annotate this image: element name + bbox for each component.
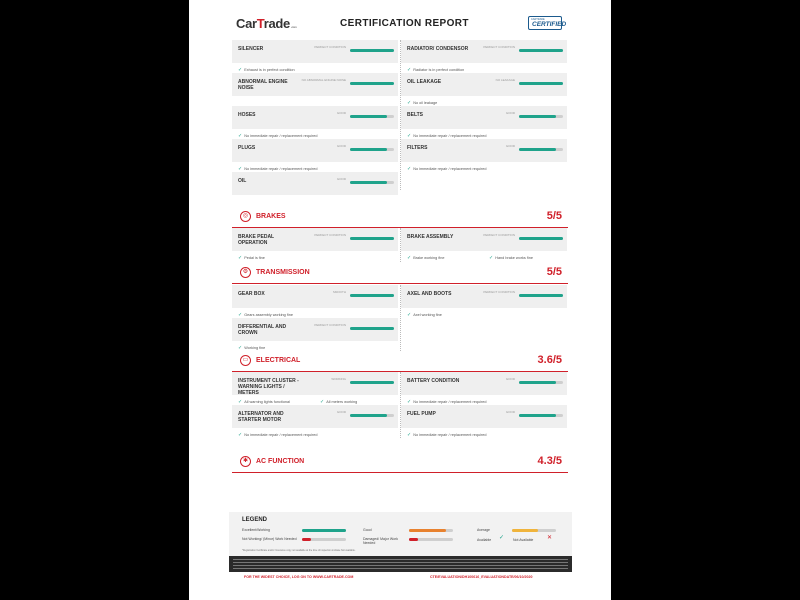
inspection-item bbox=[401, 405, 567, 428]
legend-title: LEGEND bbox=[242, 517, 268, 523]
condition-bar bbox=[350, 115, 394, 118]
item-status: GOOD bbox=[505, 111, 515, 115]
check-icon: ✓ bbox=[407, 432, 412, 438]
condition-bar bbox=[519, 414, 563, 417]
comment-text: Axel working fine bbox=[413, 313, 442, 317]
item-status: PERFECT CONDITION bbox=[483, 233, 515, 237]
condition-bar-fill bbox=[350, 49, 394, 52]
section-title: AC FUNCTION bbox=[256, 458, 305, 465]
condition-bar-fill bbox=[350, 115, 387, 118]
comment-text: No immediate repair / replacement required bbox=[413, 433, 487, 437]
condition-bar-fill bbox=[350, 414, 387, 417]
item-name: AXEL AND BOOTS bbox=[407, 291, 452, 297]
badge-main-text: CERTIFIED bbox=[532, 21, 567, 28]
item-name: FUEL PUMP bbox=[407, 411, 436, 417]
certified-badge bbox=[528, 16, 567, 30]
condition-bar bbox=[350, 237, 394, 240]
item-status: NO LEAKAGE bbox=[495, 78, 515, 82]
condition-bar bbox=[350, 294, 394, 297]
legend-bar-fill bbox=[302, 538, 311, 541]
logo-text-t: T bbox=[256, 16, 264, 31]
check-icon: ✓ bbox=[407, 133, 412, 139]
condition-bar bbox=[350, 181, 394, 184]
comment-text: No immediate repair / replacement required bbox=[244, 433, 318, 437]
comment-text: No oil leakage bbox=[413, 101, 438, 105]
gearbox-icon: ⚙ bbox=[240, 267, 251, 278]
condition-bar-fill bbox=[350, 148, 387, 151]
item-comment bbox=[238, 255, 265, 261]
column-divider bbox=[400, 40, 401, 190]
comment-text: Gears assembly working fine bbox=[244, 313, 293, 317]
check-icon: ✓ bbox=[489, 255, 494, 261]
comment-text: No immediate repair / replacement required bbox=[413, 134, 487, 138]
check-icon: ✓ bbox=[407, 67, 412, 73]
inspection-item bbox=[401, 73, 567, 96]
item-name: OIL LEAKAGE bbox=[407, 79, 442, 85]
item-status: GOOD bbox=[336, 111, 346, 115]
footer-link-text: FOR THE WIDEST CHOICE, LOG ON TO WWW.CARTRADE.COM bbox=[244, 575, 354, 579]
item-comment bbox=[489, 255, 533, 261]
check-icon: ✓ bbox=[407, 100, 412, 106]
item-status: PERFECT CONDITION bbox=[314, 233, 346, 237]
legend-bar-fill bbox=[409, 529, 446, 532]
check-icon: ✓ bbox=[238, 345, 243, 351]
inspection-item bbox=[401, 139, 567, 162]
item-status: NO ABNORMAL ENGINE NOISE bbox=[301, 78, 346, 82]
item-name: RADIATOR/ CONDENSOR bbox=[407, 46, 469, 52]
section-title: TRANSMISSION bbox=[256, 269, 310, 276]
item-status: GOOD bbox=[336, 144, 346, 148]
check-icon: ✓ bbox=[407, 166, 412, 172]
legend-bar bbox=[409, 538, 453, 541]
item-name: GEAR BOX bbox=[238, 291, 265, 297]
condition-bar-fill bbox=[519, 294, 563, 297]
check-icon: ✓ bbox=[238, 67, 243, 73]
check-icon: ✓ bbox=[238, 432, 243, 438]
condition-bar bbox=[350, 327, 394, 330]
item-name: ALTERNATOR AND STARTER MOTOR bbox=[238, 411, 284, 423]
inspection-item bbox=[401, 40, 567, 63]
condition-bar-fill bbox=[519, 49, 563, 52]
item-name: OIL bbox=[238, 178, 247, 184]
comment-text: Working fine bbox=[244, 346, 266, 350]
ac-fan-icon: ✱ bbox=[240, 456, 251, 467]
comment-text: All meters working bbox=[326, 400, 358, 404]
check-icon: ✓ bbox=[238, 399, 243, 405]
page-title: CERTIFICATION REPORT bbox=[340, 18, 469, 29]
legend-bar bbox=[409, 529, 453, 532]
section-title: BRAKES bbox=[256, 213, 286, 220]
disclaimer-block bbox=[229, 556, 572, 572]
legend-label: Not Working/ (Minor) Work Needed bbox=[242, 537, 297, 541]
item-name: BATTERY CONDITION bbox=[407, 378, 460, 384]
item-name: ABNORMAL ENGINE NOISE bbox=[238, 79, 288, 91]
inspection-item bbox=[232, 172, 398, 195]
legend-not-available-label: Not Available bbox=[513, 538, 534, 542]
item-status: GOOD bbox=[336, 410, 346, 414]
item-status: PERFECT CONDITION bbox=[314, 323, 346, 327]
inspection-item bbox=[232, 405, 398, 428]
item-status: GOOD bbox=[505, 377, 515, 381]
section-score: 5/5 bbox=[546, 210, 562, 222]
check-icon: ✓ bbox=[499, 535, 505, 541]
cross-icon: ✕ bbox=[547, 535, 553, 541]
legend-label: Average bbox=[477, 528, 490, 532]
legend-bar bbox=[302, 529, 346, 532]
check-icon: ✓ bbox=[238, 166, 243, 172]
condition-bar bbox=[519, 49, 563, 52]
comment-text: No immediate repair / replacement required bbox=[413, 400, 487, 404]
item-comment bbox=[407, 255, 444, 261]
condition-bar bbox=[519, 115, 563, 118]
battery-icon: ▭ bbox=[240, 355, 251, 366]
section-transmission bbox=[232, 264, 568, 284]
comment-text: No immediate repair / replacement required bbox=[413, 167, 487, 171]
badge-top-text: CARTRADE bbox=[531, 18, 545, 21]
section-ac-function bbox=[232, 453, 568, 473]
legend-label: Excellent/Working bbox=[242, 528, 270, 532]
condition-bar bbox=[350, 414, 394, 417]
logo-text: Car bbox=[236, 16, 257, 31]
item-status: GOOD bbox=[505, 410, 515, 414]
condition-bar-fill bbox=[350, 181, 387, 184]
item-name: FILTERS bbox=[407, 145, 428, 151]
legend-bar-fill bbox=[302, 529, 346, 532]
comment-text: All warning lights functional bbox=[244, 400, 291, 404]
column-divider bbox=[400, 228, 401, 262]
item-comment bbox=[238, 345, 265, 351]
condition-bar-fill bbox=[519, 381, 556, 384]
column-divider bbox=[400, 372, 401, 438]
legend-label: Good bbox=[363, 528, 372, 532]
check-icon: ✓ bbox=[238, 255, 243, 261]
item-status: PERFECT CONDITION bbox=[483, 290, 515, 294]
condition-bar bbox=[519, 237, 563, 240]
item-name: PLUGS bbox=[238, 145, 256, 151]
column-divider bbox=[400, 285, 401, 351]
item-name: HOSES bbox=[238, 112, 256, 118]
legend-bar-fill bbox=[512, 529, 538, 532]
item-name: BELTS bbox=[407, 112, 424, 118]
condition-bar-fill bbox=[519, 237, 563, 240]
section-electrical bbox=[232, 352, 568, 372]
legend-bar bbox=[302, 538, 346, 541]
legend-available-label: Available bbox=[477, 538, 492, 542]
logo-suffix: .com bbox=[290, 25, 297, 29]
comment-text: No immediate repair / replacement required bbox=[244, 134, 318, 138]
item-comment bbox=[407, 432, 486, 438]
check-icon: ✓ bbox=[407, 255, 412, 261]
condition-bar bbox=[519, 381, 563, 384]
comment-text: Radiator is in perfect condition bbox=[413, 68, 465, 72]
inspection-item bbox=[232, 73, 398, 96]
item-comment bbox=[407, 312, 442, 318]
section-score: 4.3/5 bbox=[537, 455, 562, 467]
condition-bar-fill bbox=[519, 414, 556, 417]
comment-text: Exhaust is in perfect condition bbox=[244, 68, 295, 72]
legend-note: *Registration Certificate and/or Insurance copy not available at the time of inspection indicate Not available. bbox=[242, 549, 356, 552]
brake-disc-icon: ◎ bbox=[240, 211, 251, 222]
condition-bar-fill bbox=[350, 381, 394, 384]
legend-label: Damaged/ Major Work Needed bbox=[363, 537, 398, 545]
inspection-item bbox=[232, 318, 398, 341]
inspection-item bbox=[232, 372, 398, 395]
inspection-item bbox=[232, 285, 398, 308]
section-title: ELECTRICAL bbox=[256, 357, 301, 364]
check-icon: ✓ bbox=[320, 399, 325, 405]
item-name: DIFFERENTIAL AND CROWN bbox=[238, 324, 287, 336]
item-status: PERFECT CONDITION bbox=[314, 45, 346, 49]
check-icon: ✓ bbox=[238, 133, 243, 139]
inspection-item bbox=[232, 106, 398, 129]
condition-bar-fill bbox=[350, 294, 394, 297]
condition-bar-fill bbox=[519, 115, 556, 118]
inspection-item bbox=[232, 228, 398, 251]
check-icon: ✓ bbox=[238, 312, 243, 318]
item-name: BRAKE PEDAL OPERATION bbox=[238, 234, 275, 246]
legend-box bbox=[229, 512, 572, 557]
report-page bbox=[189, 0, 611, 600]
item-status: GOOD bbox=[505, 144, 515, 148]
condition-bar-fill bbox=[519, 82, 563, 85]
check-icon: ✓ bbox=[407, 312, 412, 318]
inspection-item bbox=[401, 106, 567, 129]
condition-bar-fill bbox=[350, 82, 394, 85]
condition-bar bbox=[350, 49, 394, 52]
comment-text: Pedal is fine bbox=[244, 256, 265, 260]
report-header bbox=[189, 0, 611, 40]
condition-bar bbox=[519, 82, 563, 85]
comment-text: No immediate repair / replacement required bbox=[244, 167, 318, 171]
inspection-item bbox=[232, 40, 398, 63]
footer-evaluation-id: CTE/EVALUATION/DH100616_EVALUATIONDATE/06/10/2020 bbox=[430, 575, 533, 579]
section-brakes bbox=[232, 208, 568, 228]
section-score: 5/5 bbox=[546, 266, 562, 278]
item-name: INSTRUMENT CLUSTER - WARNING LIGHTS / METERS bbox=[238, 378, 299, 396]
item-comment bbox=[407, 166, 486, 172]
condition-bar-fill bbox=[519, 148, 556, 151]
item-status: SMOOTH bbox=[332, 290, 346, 294]
inspection-item bbox=[232, 139, 398, 162]
cartrade-logo bbox=[236, 16, 296, 31]
inspection-item bbox=[401, 285, 567, 308]
comment-text: Hand brake works fine bbox=[495, 256, 533, 260]
item-name: SILENCER bbox=[238, 46, 264, 52]
condition-bar bbox=[519, 148, 563, 151]
check-icon: ✓ bbox=[407, 399, 412, 405]
item-comment bbox=[238, 432, 317, 438]
legend-bar bbox=[512, 529, 556, 532]
comment-text: Brake working fine bbox=[413, 256, 445, 260]
logo-text-rest: rade bbox=[263, 16, 290, 31]
inspection-item bbox=[401, 228, 567, 251]
section-score: 3.6/5 bbox=[537, 354, 562, 366]
item-status: GOOD bbox=[336, 177, 346, 181]
condition-bar bbox=[519, 294, 563, 297]
item-status: PERFECT CONDITION bbox=[483, 45, 515, 49]
item-name: BRAKE ASSEMBLY bbox=[407, 234, 454, 240]
legend-bar-fill bbox=[409, 538, 418, 541]
condition-bar bbox=[350, 148, 394, 151]
condition-bar bbox=[350, 82, 394, 85]
item-status: WORKING bbox=[331, 377, 346, 381]
inspection-item bbox=[401, 372, 567, 395]
condition-bar-fill bbox=[350, 327, 394, 330]
condition-bar bbox=[350, 381, 394, 384]
condition-bar-fill bbox=[350, 237, 394, 240]
